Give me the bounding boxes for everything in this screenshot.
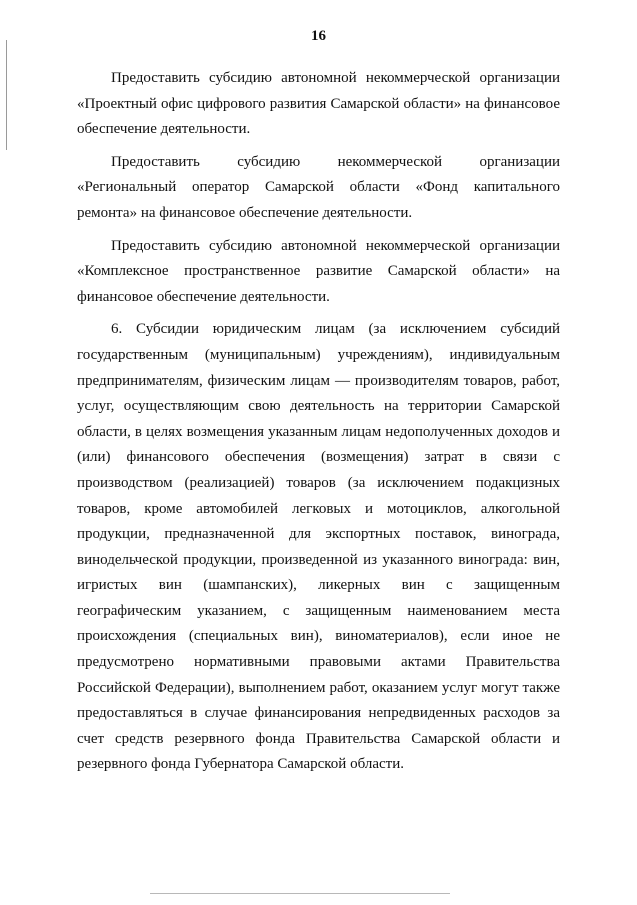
- paragraph-item-6-subsidies: 6. Субсидии юридическим лицам (за исключением субсидий государственным (муниципальным) учреждениям), индивидуальным предпринимателям, физическим лицам — производителям товаров, работ, услуг, осуществляющим свою деятельность на территории Самарской области, в целях возмещения указанным лицам недополученных доходов и (или) финансового обеспечения (возмещения) затрат в связи с производством (реализацией) товаров (за исключением подакцизных товаров, кроме автомобилей легковых и мотоциклов, алкогольной продукции, предназначенной для экспортных поставок, винограда, винодельческой продукции, произведенной из указанного винограда: вин, игристых вин (шампанских), ликерных вин с защищенным географическим указанием, с защищенным наименованием места происхождения (специальных вин), виноматериалов), если иное не предусмотрено нормативными правовыми актами Правительства Российской Федерации), выполнением работ, оказанием услуг могут также предоставляться в случае финансирования непредвиденных расходов за счет средств резервного фонда Правительства Самарской области и резервного фонда Губернатора Самарской области.: [77, 321, 560, 773]
- page-number: 16: [311, 28, 326, 44]
- document-body: [77, 66, 560, 778]
- paragraph-subsidy-project-office: Предоставить субсидию автономной некоммерческой организации «Проектный офис цифрового развития Самарской области» на финансовое обеспечение деятельности.: [77, 70, 560, 138]
- scan-bottom-mark: [150, 893, 450, 894]
- paragraph-subsidy-spatial-development: Предоставить субсидию автономной некоммерческой организации «Комплексное пространственное развитие Самарской области» на финансовое обеспечение деятельности.: [77, 237, 560, 305]
- paragraph-subsidy-regional-operator: Предоставить субсидию некоммерческой организации «Региональный оператор Самарской области «Фонд капитального ремонта» на финансовое обеспечение деятельности.: [77, 153, 560, 221]
- scan-edge-mark: [6, 40, 7, 150]
